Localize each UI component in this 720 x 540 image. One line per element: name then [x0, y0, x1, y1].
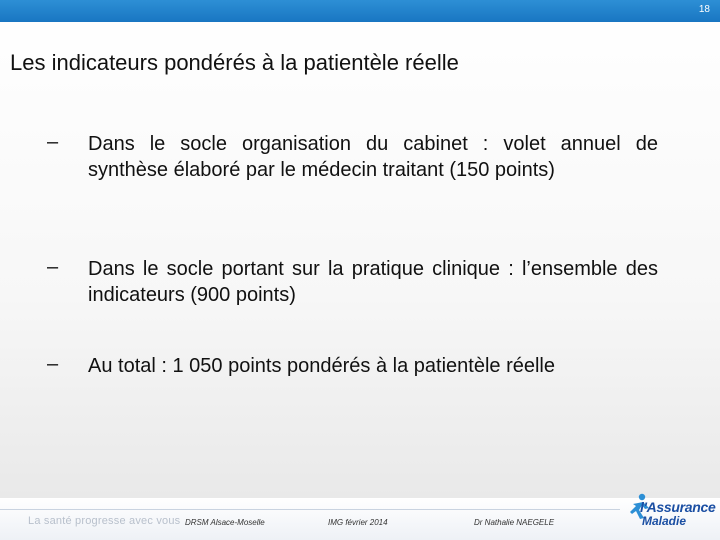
footer-organization: DRSM Alsace-Moselle [185, 518, 265, 527]
assurance-maladie-logo [640, 500, 716, 528]
logo-line-2: Maladie [642, 514, 687, 528]
bullet-dash: – [47, 131, 59, 153]
bullet-text: Dans le socle organisation du cabinet : volet annuel de synthèse élaboré par le médecin traitant (150 points) [88, 133, 658, 181]
logo-line-1: l'Assurance [640, 499, 716, 515]
top-header-bar [0, 0, 720, 22]
bullet-text: Au total : 1 050 points pondérés à la patientèle réelle [88, 355, 555, 377]
slide-title: Les indicateurs pondérés à la patientèle réelle [10, 50, 459, 75]
footer-tagline: La santé progresse avec vous [28, 515, 181, 527]
bullet-dash: – [47, 256, 59, 278]
footer-divider [0, 509, 620, 510]
footer-author: Dr Nathalie NAEGELE [474, 518, 555, 527]
footer-date: IMG février 2014 [328, 518, 388, 527]
bullet-dash: – [47, 353, 59, 375]
slide-number: 18 [698, 4, 710, 15]
bullet-text: Dans le socle portant sur la pratique clinique : l’ensemble des indicateurs (900 points) [88, 258, 658, 306]
